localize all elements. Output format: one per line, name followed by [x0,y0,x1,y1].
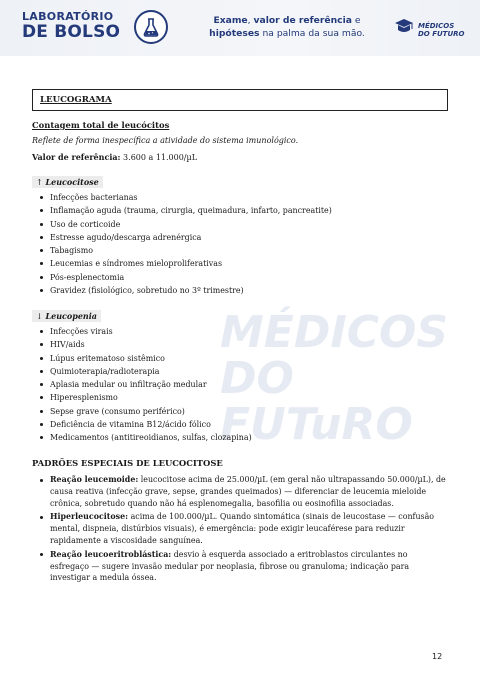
list-item: Lúpus eritematoso sistêmico [38,352,252,365]
list-item: Leucemias e síndromes mieloproliferativas [38,257,332,270]
leucopenia-list [38,325,252,445]
tagline-bold-2: valor de referência [253,15,352,26]
padroes-list [38,474,448,586]
list-item: Uso de corticoide [38,218,332,231]
brand-line-1: LABORATÓRIO [22,10,114,23]
total-heading: Contagem total de leucócitos [32,120,170,130]
list-item: Hiperesplenismo [38,391,252,404]
list-item: HIV/aids [38,338,252,351]
list-item: Pós-esplenectomia [38,271,332,284]
list-item: Infecções virais [38,325,252,338]
list-item: Aplasia medular ou infiltração medular [38,378,252,391]
list-item: Deficiência de vitamina B12/ácido fólico [38,418,252,431]
padrao-term: Hiperleucocitose: [50,512,129,522]
total-description-text: Reflete de forma inespecífica a atividade do sistema imunológico. [32,136,299,145]
tagline-text-2: e [351,15,361,26]
list-item: Inflamação aguda (trauma, cirurgia, queimadura, infarto, pancreatite) [38,204,332,217]
total-description [32,135,298,146]
list-item: Tabagismo [38,244,332,257]
list-item: Gravidez (fisiológico, sobretudo no 3º trimestre) [38,284,332,297]
logo-line-1: MÉDICOS [418,22,455,30]
section-title-box [32,89,448,111]
list-item: Quimioterapia/radioterapia [38,365,252,378]
watermark-line-2: DO FUTuRO [220,353,413,450]
padrao-text: desvio à esquerda associado a eritroblastos circulantes no esfregaço — sugere invasão medular por neoplasia, fibrose ou granuloma; indicação para investigar a medula óssea. [50,549,410,583]
padrao-text: leucocitose acima de 25.000/µL (em geral não ultrapassando 50.000/µL), de causa reativa (infecção grave, sepse, grandes queimados) — diferenciar de leucemia mieloide crônica, sobretudo quando não há esplenomegalia, basofilia ou eosinofilia associadas. [50,475,446,508]
page-header [0,0,480,56]
list-item [38,511,448,546]
padrao-text: acima de 100.000/µL. Quando sintomática (sinais de leucostase — confusão mental, dispneia, distúrbios visuais), é emergência: pode exigir leucaférese para reduzir rapidamente a viscosidade sanguínea. [50,512,435,545]
watermark [220,307,480,450]
header-tagline [192,14,382,40]
arrow-up-icon: ↑ [36,178,43,187]
padrao-term: Reação leucoeritroblástica: [50,549,172,559]
leucocitose-label: Leucocitose [45,177,99,187]
list-item: Infecções bacterianas [38,191,332,204]
leucocitose-list [38,191,332,297]
logo-line-2: DO FUTURO [418,30,465,38]
page-number: 12 [432,652,443,661]
medicos-do-futuro-logo-icon [394,18,414,36]
list-item [38,549,448,584]
list-item: Sepse grave (consumo periférico) [38,405,252,418]
reference-label: Valor de referência: [32,152,121,162]
arrow-down-icon: ↓ [36,312,43,321]
padrao-term: Reação leucemoide: [50,475,139,484]
tagline-bold-3: hipóteses [209,28,260,39]
list-item: Medicamentos (antitireoidianos, sulfas, clozapina) [38,431,252,444]
medicos-do-futuro-logo [394,18,465,40]
tagline-text-1: , [247,15,254,26]
leucopenia-tag [32,310,101,322]
logo-text [418,22,478,38]
brand-wordmark [22,11,120,41]
list-item: Estresse agudo/descarga adrenérgica [38,231,332,244]
reference-range: 3.600 a 11.000/µL [120,153,198,162]
reference-value [32,152,197,163]
padroes-heading: PADRÕES ESPECIAIS DE LEUCOCITOSE [32,458,223,468]
brand-line-2: DE BOLSO [22,22,121,42]
list-item [38,474,448,509]
flask-icon [134,10,168,44]
leucopenia-label: Leucopenia [45,311,97,321]
section-title: LEUCOGRAMA [40,95,112,105]
tagline-text-3: na palma da sua mão. [259,28,365,39]
watermark-line-1: MÉDICOS [220,307,449,358]
tagline-bold-1: Exame [213,15,248,26]
leucocitose-tag [32,176,103,188]
